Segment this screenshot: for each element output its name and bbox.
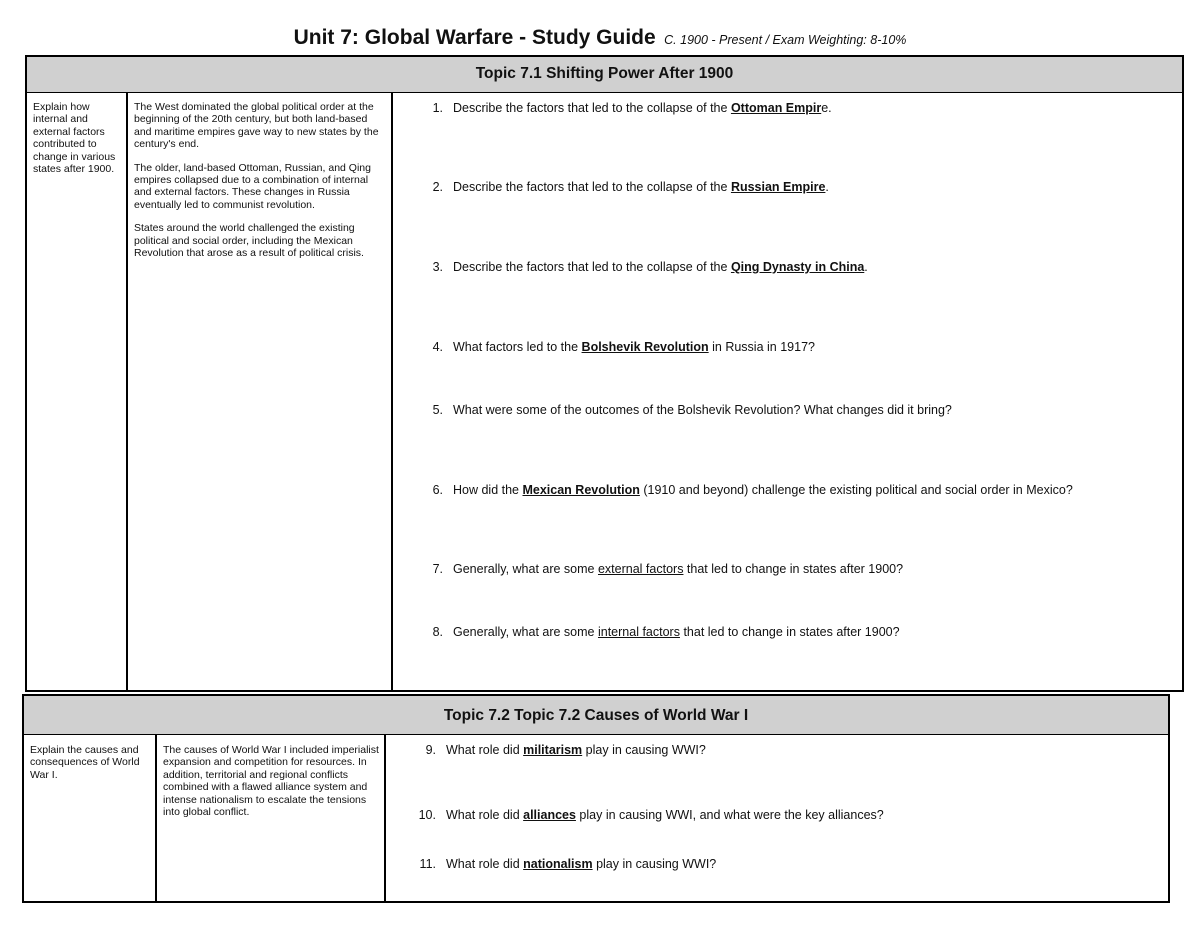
topic-7-1-knowledge [128,93,393,690]
key-term: Russian Empire [730,180,826,194]
question-7: 7. Generally, what are some external factors that led to change in states after 1900? [432,562,904,576]
key-term: militarism [523,743,583,757]
question-4: 4. What factors led to the Bolshevik Revolution in Russia in 1917? [432,340,815,354]
question-8: 8. Generally, what are some internal factors that led to change in states after 1900? [432,625,900,639]
key-term: internal factors [597,625,680,639]
topic-7-2-objective: Explain the causes and consequences of World War I. [24,735,157,901]
knowledge-paragraph: The older, land-based Ottoman, Russian, and Qing empires collapsed due to a combination of internal and external factors. These changes in Russia eventually led to communist revolution. [134,161,371,211]
key-term: Bolshevik Revolution [581,340,709,354]
question-6: 6. How did the Mexican Revolution (1910 and beyond) challenge the existing political and social order in Mexico? [432,483,1073,497]
question-1: 1. Describe the factors that led to the collapse of the Ottoman Empire. [432,101,832,115]
question-11: 11. What role did nationalism play in causing WWI? [419,857,717,871]
key-term: Mexican Revolution [522,483,640,497]
knowledge-paragraph: The West dominated the global political order at the beginning of the 20th century, but both land-based and maritime empires gave way to new states by the century's end. [134,101,379,151]
page-title [0,26,1200,50]
question-3: 3. Describe the factors that led to the collapse of the Qing Dynasty in China. [432,260,868,274]
question-9: 9. What role did militarism play in causing WWI? [425,743,706,757]
key-term: Qing Dynasty in China [730,260,865,274]
question-2: 2. Describe the factors that led to the collapse of the Russian Empire. [432,180,829,194]
title-subtitle: C. 1900 - Present / Exam Weighting: 8-10% [664,33,907,47]
topic-7-1-objective: Explain how internal and external factors contributed to change in various states after 1900. [27,93,128,690]
key-term: nationalism [523,857,593,871]
key-term: Ottoman Empir [730,101,822,115]
knowledge-paragraph: The causes of World War I included imperialist expansion and competition for resources. In addition, territorial and regional conflicts combined with a flawed alliance system and intense nationalism to escalate the tensions into global conflict. [163,744,379,819]
topic-7-1-header: Topic 7.1 Shifting Power After 1900 [27,57,1182,93]
topic-7-2-questions [386,735,1168,901]
topic-7-2-table [22,694,1170,903]
topic-7-2-knowledge [157,735,386,901]
question-5: 5. What were some of the outcomes of the Bolshevik Revolution? What changes did it bring? [432,403,952,417]
title-main: Unit 7: Global Warfare - Study Guide [293,26,656,49]
key-term: alliances [523,808,576,822]
topic-7-1-questions [393,93,1182,690]
topic-7-2-header: Topic 7.2 Topic 7.2 Causes of World War I [24,696,1168,735]
knowledge-paragraph: States around the world challenged the existing political and social order, including the Mexican Revolution that arose as a result of political crisis. [134,222,364,260]
topic-7-1-table [25,55,1184,692]
key-term: external factors [597,562,684,576]
question-10: 10. What role did alliances play in causing WWI, and what were the key alliances? [418,808,884,822]
